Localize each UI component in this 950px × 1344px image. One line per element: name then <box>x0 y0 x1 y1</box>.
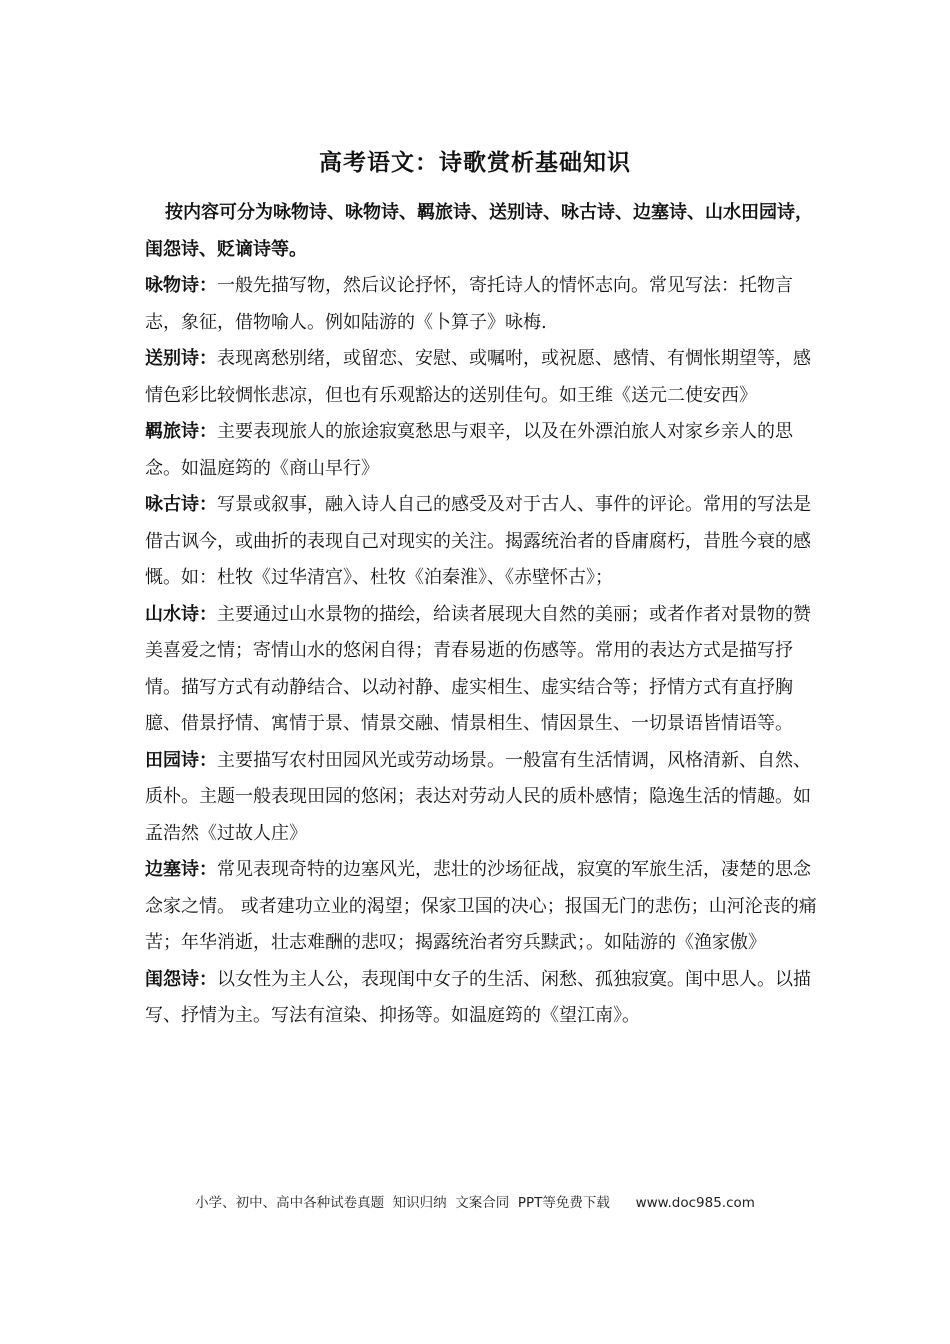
section-yongwu <box>145 268 825 341</box>
section-text: 主要描写农村田园风光或劳动场景。一般富有生活情调，风格清新、自然、质朴。主题一般表现田园的悠闲；表达对劳动人民的质朴感情；隐逸生活的情趣。如孟浩然《过故人庄》 <box>145 749 811 844</box>
section-guiyuan <box>145 962 825 1035</box>
section-term: 咏古诗： <box>145 494 217 515</box>
section-term: 边塞诗： <box>145 859 217 880</box>
section-text: 常见表现奇特的边塞风光，悲壮的沙场征战，寂寞的军旅生活，凄楚的思念念家之情。 或者建功立业的渴望；保家卫国的决心；报国无门的悲伤；山河沦丧的痛苦；年华消逝，壮志难酬的悲叹；揭露统治者穷兵黩武；。如陆游的《渔家傲》 <box>145 859 817 953</box>
section-biansai <box>145 852 825 962</box>
section-text: 表现离愁别绪，或留恋、安慰、或嘱咐，或祝愿、感情、有惆怅期望等，感情色彩比较惆怅悲凉，但也有乐观豁达的送别佳句。如王维《送元二使安西》 <box>145 348 811 406</box>
intro-paragraph: 按内容可分为咏物诗、咏物诗、羁旅诗、送别诗、咏古诗、边塞诗、山水田园诗，闺怨诗、贬谪诗等。 <box>145 202 813 260</box>
document-body <box>145 195 825 1035</box>
section-term: 咏物诗： <box>145 275 217 296</box>
section-text: 主要通过山水景物的描绘，给读者展现大自然的美丽；或者作者对景物的赞美喜爱之情；寄情山水的悠闲自得；青春易逝的伤感等。常用的表达方式是描写抒情。描写方式有动静结合、以动衬静、虚实相生、虚实结合等；抒情方式有直抒胸臆、借景抒情、寓情于景、情景交融、情景相生、情因景生、一切景语皆情语等。 <box>145 603 811 734</box>
section-term: 田园诗： <box>145 749 217 771</box>
section-term: 羁旅诗： <box>145 421 217 442</box>
section-tianyuan <box>145 743 825 853</box>
section-term: 山水诗： <box>145 603 217 625</box>
section-shanshui <box>145 597 825 743</box>
section-term: 闺怨诗： <box>145 968 217 990</box>
page-title: 高考语文：诗歌赏析基础知识 <box>319 149 631 176</box>
section-yonggu <box>145 487 825 597</box>
section-text: 写景或叙事，融入诗人自己的感受及对于古人、事件的评论。常用的写法是借古讽今，或曲折的表现自己对现实的关注。揭露统治者的昏庸腐朽，昔胜今衰的感慨。如：杜牧《过华清宫》、杜牧《泊秦淮》、《赤壁怀古》； <box>145 494 811 588</box>
section-songbie <box>145 341 825 414</box>
section-jilv <box>145 414 825 487</box>
section-text: 主要表现旅人的旅途寂寞愁思与艰辛，以及在外漂泊旅人对家乡亲人的思念。如温庭筠的《商山早行》 <box>145 421 793 479</box>
section-text: 一般先描写物，然后议论抒怀，寄托诗人的情怀志向。常见写法：托物言志，象征，借物喻人。例如陆游的《卜算子》咏梅. <box>145 275 793 333</box>
page-footer: 小学、初中、高中各种试卷真题 知识归纳 文案合同 PPT等免费下载 www.doc985.com <box>195 1195 755 1211</box>
section-text: 以女性为主人公，表现闺中女子的生活、闲愁、孤独寂寞。闺中思人。以描写、抒情为主。写法有渲染、抑扬等。如温庭筠的《望江南》。 <box>145 968 811 1026</box>
section-term: 送别诗： <box>145 348 217 369</box>
